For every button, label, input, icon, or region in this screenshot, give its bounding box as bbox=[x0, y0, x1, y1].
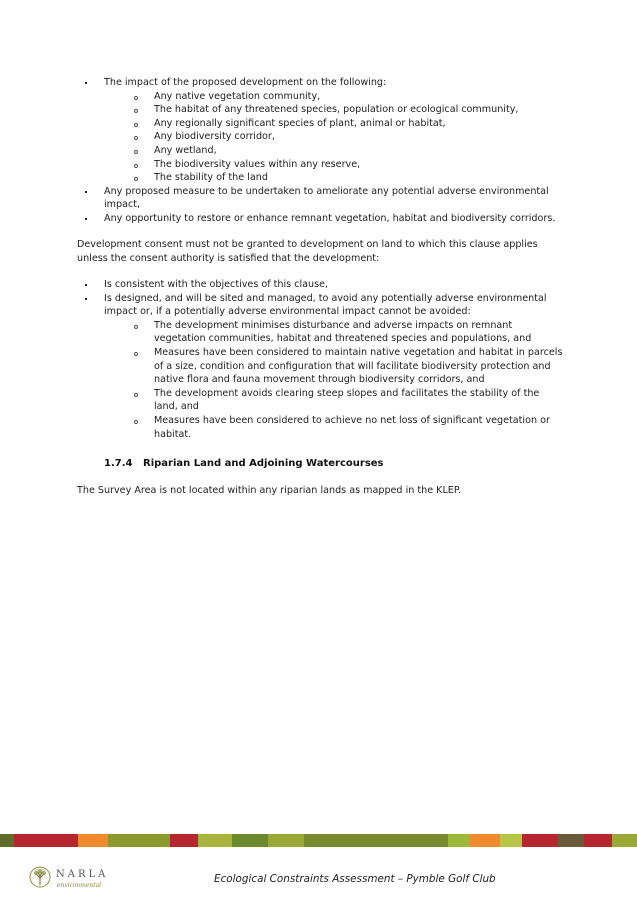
impact-list bbox=[0, 76, 637, 226]
stripe-segment bbox=[198, 834, 232, 847]
sub-list-item: Measures have been considered to maintain native vegetation and habitat in parcels of a size, condition and configuration that will facilitate biodiversity protection and native flora and fauna movement through biodiversity corridors, and bbox=[154, 346, 563, 386]
sub-list-item: Measures have been considered to achieve no net loss of significant vegetation or habitat. bbox=[154, 414, 564, 441]
list-item: Any opportunity to restore or enhance remnant vegetation, habitat and biodiversity corridors. bbox=[104, 212, 564, 226]
list-item: Is consistent with the objectives of this clause, bbox=[104, 278, 564, 292]
stripe-segment bbox=[558, 834, 584, 847]
sub-list-item: Any regionally significant species of plant, animal or habitat, bbox=[154, 117, 564, 131]
sub-list-item: The development avoids clearing steep slopes and facilitates the stability of the land, and bbox=[154, 387, 564, 414]
stripe-segment bbox=[522, 834, 558, 847]
section-number: 1.7.4 bbox=[104, 458, 133, 469]
paragraph: Development consent must not be granted to development on land to which this clause applies unless the consent authority is satisfied that the development: bbox=[77, 239, 538, 264]
stripe-segment bbox=[14, 834, 78, 847]
sub-list-item: The biodiversity values within any reserve, bbox=[154, 158, 564, 172]
sub-list-item: The development minimises disturbance and adverse impacts on remnant vegetation communities, habitat and threatened species and populations, and bbox=[154, 319, 564, 346]
consent-list bbox=[0, 278, 637, 441]
footer-title: Ecological Constraints Assessment – Pymble Golf Club bbox=[214, 873, 496, 885]
list-item: Any proposed measure to be undertaken to ameliorate any potential adverse environmental impact, bbox=[104, 185, 549, 211]
sub-list-item: The habitat of any threatened species, population or ecological community, bbox=[154, 103, 564, 117]
stripe-segment bbox=[268, 834, 304, 847]
stripe-segment bbox=[78, 834, 108, 847]
impact-sub-list bbox=[0, 90, 637, 185]
stripe-segment bbox=[500, 834, 522, 847]
section-heading bbox=[104, 457, 384, 471]
consent-sub-list bbox=[0, 319, 637, 441]
sub-list-item: Any wetland, bbox=[154, 144, 564, 158]
list-item-text: The impact of the proposed development on the following: bbox=[104, 77, 387, 88]
stripe-segment bbox=[0, 834, 14, 847]
paragraph: The Survey Area is not located within any riparian lands as mapped in the KLEP. bbox=[77, 485, 462, 496]
logo-subtitle: environmental bbox=[57, 882, 102, 889]
list-item bbox=[104, 292, 563, 442]
stripe-segment bbox=[584, 834, 612, 847]
narla-tree-icon bbox=[28, 866, 52, 888]
sub-list-item: Any native vegetation community, bbox=[154, 90, 564, 104]
sub-list-item: Any biodiversity corridor, bbox=[154, 130, 564, 144]
stripe-segment bbox=[304, 834, 448, 847]
section-title: Riparian Land and Adjoining Watercourses bbox=[143, 458, 384, 469]
stripe-segment bbox=[448, 834, 470, 847]
stripe-segment bbox=[232, 834, 268, 847]
stripe-segment bbox=[108, 834, 170, 847]
stripe-segment bbox=[470, 834, 500, 847]
stripe-segment bbox=[170, 834, 198, 847]
list-item-text: Is designed, and will be sited and managed, to avoid any potentially adverse environmental impact or, if a potentially adverse environmental impact cannot be avoided: bbox=[104, 292, 547, 318]
logo-name: NARLA bbox=[56, 869, 109, 880]
stripe-segment bbox=[612, 834, 637, 847]
list-item bbox=[104, 76, 564, 185]
sub-list-item: The stability of the land bbox=[154, 171, 564, 185]
footer-color-stripe bbox=[0, 834, 637, 847]
